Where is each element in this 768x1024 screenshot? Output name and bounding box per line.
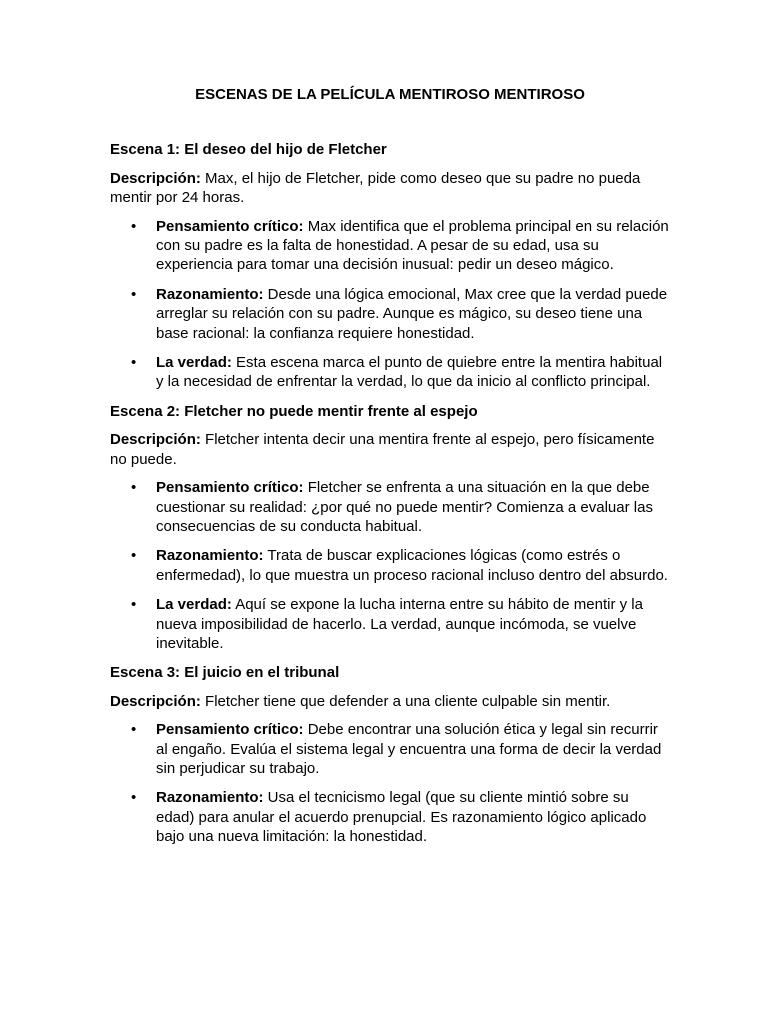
- point-label: Pensamiento crítico:: [156, 479, 304, 497]
- bullet-icon: •: [131, 285, 137, 303]
- scene-points-list: [110, 478, 670, 653]
- list-item: [110, 353, 670, 392]
- scene-points-list: [110, 217, 670, 392]
- list-item: [110, 217, 670, 275]
- bullet-icon: •: [131, 217, 137, 235]
- list-item: [110, 788, 670, 846]
- point-label: Pensamiento crítico:: [156, 217, 304, 235]
- description-label: Descripción:: [110, 431, 201, 449]
- scene-points-list: [110, 720, 670, 846]
- description-text: Max, el hijo de Fletcher, pide como deseo que su padre no pueda mentir por 24 horas.: [110, 169, 641, 207]
- point-text: Esta escena marca el punto de quiebre entre la mentira habitual y la necesidad de enfrentar la verdad, lo que da inicio al conflicto principal.: [156, 354, 663, 391]
- document-page: [110, 85, 670, 857]
- scene-heading: Escena 2: Fletcher no puede mentir frente al espejo: [110, 402, 478, 420]
- list-item: [110, 478, 670, 536]
- scene-1: [110, 140, 670, 391]
- point-label: La verdad:: [156, 354, 232, 372]
- scene-description: [110, 430, 670, 469]
- description-label: Descripción:: [110, 169, 201, 187]
- point-label: Razonamiento:: [156, 789, 264, 807]
- point-label: Razonamiento:: [156, 285, 264, 303]
- point-label: Razonamiento:: [156, 547, 264, 565]
- list-item: [110, 595, 670, 653]
- list-item: [110, 720, 670, 778]
- scene-description: [110, 169, 670, 208]
- bullet-icon: •: [131, 721, 137, 739]
- description-text: Fletcher tiene que defender a una cliente culpable sin mentir.: [200, 692, 611, 710]
- bullet-icon: •: [131, 547, 137, 565]
- scene-description: [110, 692, 670, 711]
- point-label: Pensamiento crítico:: [156, 721, 304, 739]
- bullet-icon: •: [131, 354, 137, 372]
- document-title: ESCENAS DE LA PELÍCULA MENTIROSO MENTIROSO: [195, 86, 585, 103]
- point-text: Debe encontrar una solución ética y legal sin recurrir al engaño. Evalúa el sistema legal y encuentra una forma de decir la verdad sin perjudicar su trabajo.: [156, 721, 662, 777]
- point-text: Max identifica que el problema principal en su relación con su padre es la falta de honestidad. A pesar de su edad, usa su experiencia para tomar una decisión inusual: pedir un deseo mágico.: [156, 217, 669, 274]
- point-text: Trata de buscar explicaciones lógicas (como estrés o enfermedad), lo que muestra un proceso racional incluso dentro del absurdo.: [156, 547, 668, 584]
- bullet-icon: •: [131, 789, 137, 807]
- scene-2: [110, 402, 670, 653]
- list-item: [110, 546, 670, 585]
- list-item: [110, 285, 670, 343]
- scene-heading: Escena 1: El deseo del hijo de Fletcher: [110, 141, 387, 159]
- point-text: Aquí se expone la lucha interna entre su hábito de mentir y la nueva imposibilidad de hacerlo. La verdad, aunque incómoda, se vuelve inevitable.: [156, 596, 643, 652]
- point-label: La verdad:: [156, 596, 232, 614]
- bullet-icon: •: [131, 596, 137, 614]
- point-text: Fletcher se enfrenta a una situación en la que debe cuestionar su realidad: ¿por qué no puede mentir? Comienza a evaluar las consecuencias de su conducta habitual.: [156, 479, 653, 535]
- description-label: Descripción:: [110, 692, 201, 710]
- scene-heading: Escena 3: El juicio en el tribunal: [110, 664, 340, 682]
- point-text: Desde una lógica emocional, Max cree que la verdad puede arreglar su relación con su padre. Aunque es mágico, su deseo tiene una base racional: la confianza requiere honestidad.: [156, 285, 668, 342]
- description-text: Fletcher intenta decir una mentira frente al espejo, pero físicamente no puede.: [110, 431, 655, 468]
- bullet-icon: •: [131, 479, 137, 497]
- point-text: Usa el tecnicismo legal (que su cliente mintió sobre su edad) para anular el acuerdo prenupcial. Es razonamiento lógico aplicado bajo una nueva limitación: la honestidad.: [156, 789, 647, 846]
- scene-3: [110, 663, 670, 846]
